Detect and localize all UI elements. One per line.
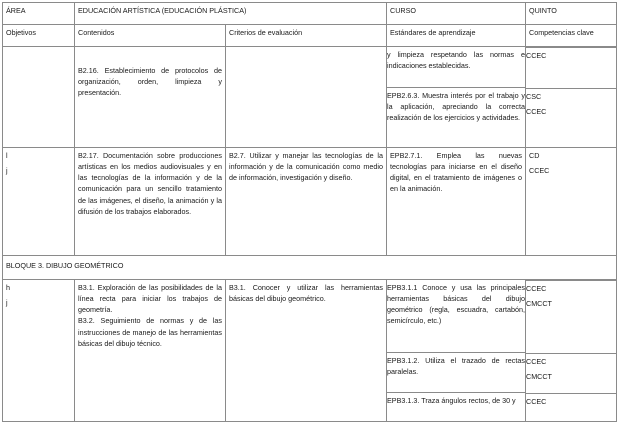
area-header-row bbox=[3, 3, 617, 25]
criterios-cell bbox=[226, 280, 387, 422]
table-row bbox=[3, 148, 617, 256]
area-value: EDUCACIÓN ARTÍSTICA (EDUCACIÓN PLÁSTICA) bbox=[75, 3, 387, 25]
estandar-text: EPB2.6.3. Muestra interés por el trabajo y la aplicación, apreciando la correcta realización de los ejercicios y actividades. bbox=[387, 87, 526, 146]
contenidos-cell bbox=[75, 148, 226, 256]
curriculum-table bbox=[2, 2, 617, 422]
competencia-code: CCEC bbox=[526, 357, 547, 366]
competencia-code: CCEC bbox=[526, 397, 547, 406]
contenido-text: B3.1. Exploración de las posibilidades de la línea recta para iniciar los trabajos de geometría. bbox=[78, 283, 222, 315]
contenidos-cell bbox=[75, 280, 226, 422]
competencia-code: CMCCT bbox=[526, 372, 552, 382]
col-estandares: Estándares de aprendizaje bbox=[387, 25, 526, 47]
estandar-text: EPB3.1.2. Utiliza el trazado de rectas paralelas. bbox=[387, 352, 526, 392]
contenido-text: B2.17. Documentación sobre producciones artísticas en los medios audiovisuales y en las tecnologías de la información y de la comunicación para un sencillo tratamiento de las imágenes, el diseño, la animación y la difusión de los trabajos elaborados. bbox=[78, 151, 222, 216]
estandar-text: y limpieza respetando las normas e indicaciones establecidas. bbox=[387, 50, 525, 71]
table-row bbox=[3, 47, 617, 148]
bloque-row bbox=[3, 256, 617, 280]
competencia-code: CSC bbox=[526, 92, 542, 101]
criterios-cell bbox=[226, 47, 387, 148]
curso-label: CURSO bbox=[387, 3, 526, 25]
competencia-code: CCEC bbox=[526, 284, 547, 293]
estandar-text: EPB3.1.1 Conoce y usa las principales herramientas básicas del dibujo geométrico (regla, escuadra, cartabón, semicírculo, etc.) bbox=[387, 283, 525, 326]
col-objetivos: Objetivos bbox=[3, 25, 75, 47]
objetivos-cell bbox=[3, 47, 75, 148]
competencias-cell bbox=[526, 280, 617, 422]
estandar-text: EPB2.7.1. Emplea las nuevas tecnologías para iniciarse en el diseño digital, en el tratamiento de imágenes o en la animación. bbox=[390, 151, 522, 194]
objetivo-letter: l bbox=[6, 151, 8, 160]
col-contenidos: Contenidos bbox=[75, 25, 226, 47]
bloque-title: BLOQUE 3. DIBUJO GEOMÉTRICO bbox=[3, 256, 617, 280]
contenido-text: B2.16. Establecimiento de protocolos de organización, orden, limpieza y presentación. bbox=[78, 66, 222, 98]
col-criterios: Criterios de evaluación bbox=[226, 25, 387, 47]
estandares-cell bbox=[387, 148, 526, 256]
estandar-text: EPB3.1.3. Traza ángulos rectos, de 30 y bbox=[387, 392, 526, 419]
curso-value: QUINTO bbox=[526, 3, 617, 25]
estandares-cell bbox=[387, 47, 526, 148]
estandares-cell bbox=[387, 280, 526, 422]
criterios-cell bbox=[226, 148, 387, 256]
criterio-text: B3.1. Conocer y utilizar las herramientas básicas del dibujo geométrico. bbox=[229, 283, 383, 304]
competencia-code: CCEC bbox=[526, 51, 547, 60]
competencias-cell bbox=[526, 148, 617, 256]
contenido-text: B3.2. Seguimiento de normas y de las instrucciones de manejo de las herramientas básicas del dibujo técnico. bbox=[78, 316, 222, 348]
competencia-code: CD bbox=[529, 151, 540, 160]
objetivos-cell bbox=[3, 148, 75, 256]
competencia-code: CMCCT bbox=[526, 299, 552, 309]
objetivos-cell bbox=[3, 280, 75, 422]
col-competencias: Competencias clave bbox=[526, 25, 617, 47]
objetivo-letter: h bbox=[6, 283, 10, 292]
criterio-text: B2.7. Utilizar y manejar las tecnologías de la información y de la comunicación como medio de información, investigación y diseño. bbox=[229, 151, 383, 183]
competencia-code: CCEC bbox=[526, 107, 547, 117]
table-row bbox=[3, 280, 617, 422]
contenidos-cell bbox=[75, 47, 226, 148]
objetivo-letter: j bbox=[6, 166, 8, 176]
competencia-code: CCEC bbox=[529, 166, 550, 176]
column-header-row bbox=[3, 25, 617, 47]
area-label: ÁREA bbox=[3, 3, 75, 25]
objetivo-letter: j bbox=[6, 298, 8, 308]
competencias-cell bbox=[526, 47, 617, 148]
